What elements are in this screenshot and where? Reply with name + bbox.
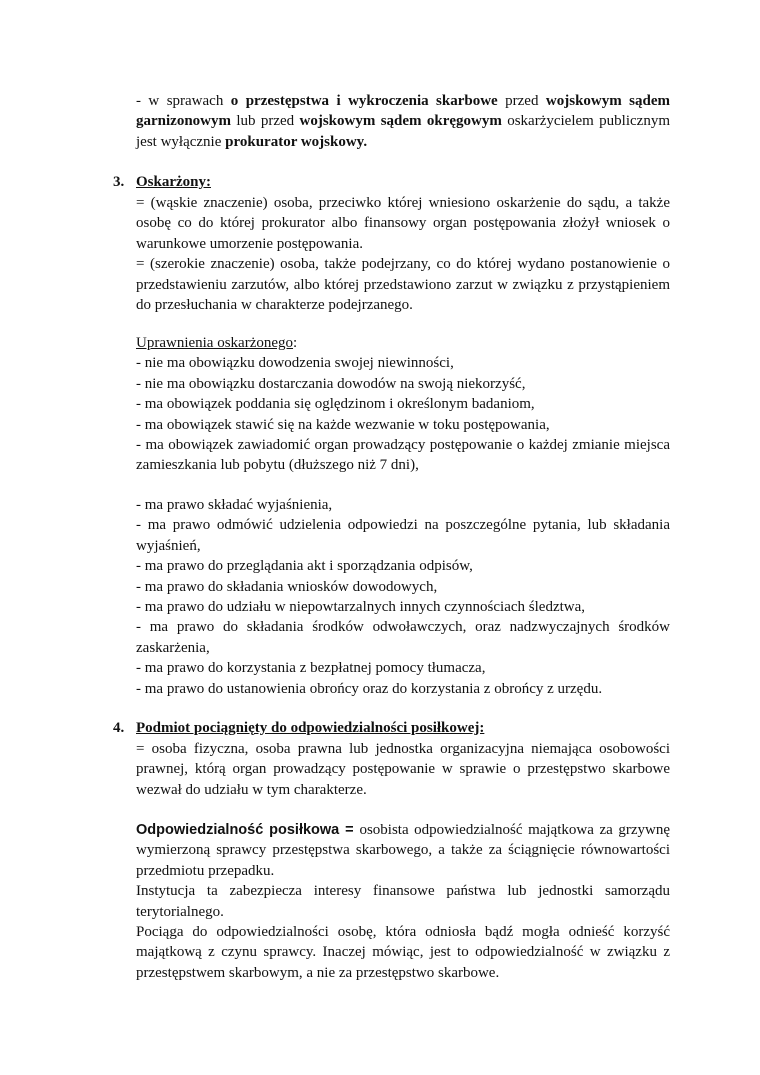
right-item: - ma prawo składać wyjaśnienia, xyxy=(136,497,333,513)
intro-text xyxy=(136,91,670,152)
intro-bold-4: prokurator wojskowy. xyxy=(225,133,368,150)
section-3-definitions xyxy=(136,193,670,315)
right-item: - ma prawo do składania wniosków dowodowych, xyxy=(136,578,438,595)
right-item: - ma prawo do przeglądania akt i sporządzania odpisów, xyxy=(136,558,473,575)
section-4-definition xyxy=(136,739,670,800)
section-3-number: 3. xyxy=(113,174,125,190)
auxiliary-entity-definition: = osoba fizyczna, osoba prawna lub jednostka organizacyjna niemająca osobowości prawnej, którą organ prowadzący postępowanie w sprawie o przestępstwo skarbowe wezwał do udziału w tym charakterze. xyxy=(136,741,670,798)
intro-bold-3: wojskowym sądem okręgowym xyxy=(299,113,502,130)
right-item: - ma prawo do udziału w niepowtarzalnych innych czynnościach śledztwa, xyxy=(136,599,586,616)
section-4-title: Podmiot pociągnięty do odpowiedzialności posiłkowej: xyxy=(136,720,485,736)
auxiliary-liability-block xyxy=(136,820,670,983)
duty-item: - ma obowiązek zawiadomić organ prowadzący postępowanie o każdej zmianie miejsca zamieszkania lub pobytu (dłuższego niż 7 dni), xyxy=(136,437,670,474)
intro-bold-1: o przestępstwa i wykroczenia skarbowe xyxy=(230,93,498,109)
rights-heading-text: Uprawnienia oskarżonego xyxy=(136,335,294,351)
intro-text-1: - w sprawach xyxy=(136,93,231,109)
intro-text-2: przed xyxy=(497,93,546,109)
auxiliary-liability-term: Odpowiedzialność posiłkowa xyxy=(136,822,340,838)
rights-heading-colon: : xyxy=(293,335,298,351)
defendant-rights-list xyxy=(136,495,670,699)
section-4-heading xyxy=(113,718,484,738)
liability-scope-paragraph: Pociąga do odpowiedzialności osobę, która odniosła bądź mogła odnieść korzyść majątkową z czynu sprawcy. Inaczej mówiąc, jest to odpowiedzialność w związku z przestępstwem skarbowym, a nie za przestępstwo skarbowe. xyxy=(136,924,670,981)
section-3-title: Oskarżony: xyxy=(136,174,211,190)
duty-item: - nie ma obowiązku dowodzenia swojej niewinności, xyxy=(136,355,454,372)
defendant-narrow-definition: = (wąskie znaczenie) osoba, przeciwko której wniesiono oskarżenie do sądu, a także osobę co do której prokurator albo finansowy organ postępowania złożył wniosek o warunkowe umorzenie postępowania. xyxy=(136,195,670,252)
defendant-broad-definition: = (szerokie znaczenie) osoba, także podejrzany, co do której wydano postanowienie o przedstawieniu zarzutów, albo której przedstawiono zarzut w związku z przystąpieniem do przesłuchania w charakterze podejrzanego. xyxy=(136,256,670,314)
intro-text-3: lub przed xyxy=(231,113,300,130)
right-item: - ma prawo do ustanowienia obrońcy oraz do korzystania z obrońcy z urzędu. xyxy=(136,680,603,697)
defendant-rights-block xyxy=(136,333,670,476)
auxiliary-liability-equals: = xyxy=(339,822,360,838)
auxiliary-liability-text: osobista odpowiedzialność majątkowa za grzywnę wymierzoną sprawcy przestępstwa skarbowego, a także za ściągnięcie równowartości przedmiotu przepadku. xyxy=(136,822,670,879)
intro-bold-2: wojskowym sądem garnizonowym xyxy=(136,93,671,130)
intro-text-4: oskarżycielem publicznym jest wyłącznie xyxy=(136,113,670,150)
rights-heading xyxy=(136,333,670,353)
section-4-number: 4. xyxy=(113,720,125,736)
institution-purpose-paragraph: Instytucja ta zabezpiecza interesy finansowe państwa lub jednostki samorządu terytorialnego. xyxy=(136,883,670,920)
auxiliary-liability-definition xyxy=(136,820,670,881)
duty-item: - ma obowiązek stawić się na każde wezwanie w toku postępowania, xyxy=(136,416,550,433)
duty-item: - nie ma obowiązku dostarczania dowodów na swoją niekorzyść, xyxy=(136,375,526,392)
duty-item: - ma obowiązek poddania się oględzinom i określonym badaniom, xyxy=(136,396,535,413)
right-item: - ma prawo do składania środków odwoławczych, oraz nadzwyczajnych środków zaskarżenia, xyxy=(136,619,670,656)
right-item: - ma prawo do korzystania z bezpłatnej pomocy tłumacza, xyxy=(136,660,486,677)
right-item: - ma prawo odmówić udzielenia odpowiedzi na poszczególne pytania, lub składania wyjaśnień, xyxy=(136,517,670,554)
section-3-heading xyxy=(113,172,211,192)
intro-paragraph xyxy=(136,91,670,152)
